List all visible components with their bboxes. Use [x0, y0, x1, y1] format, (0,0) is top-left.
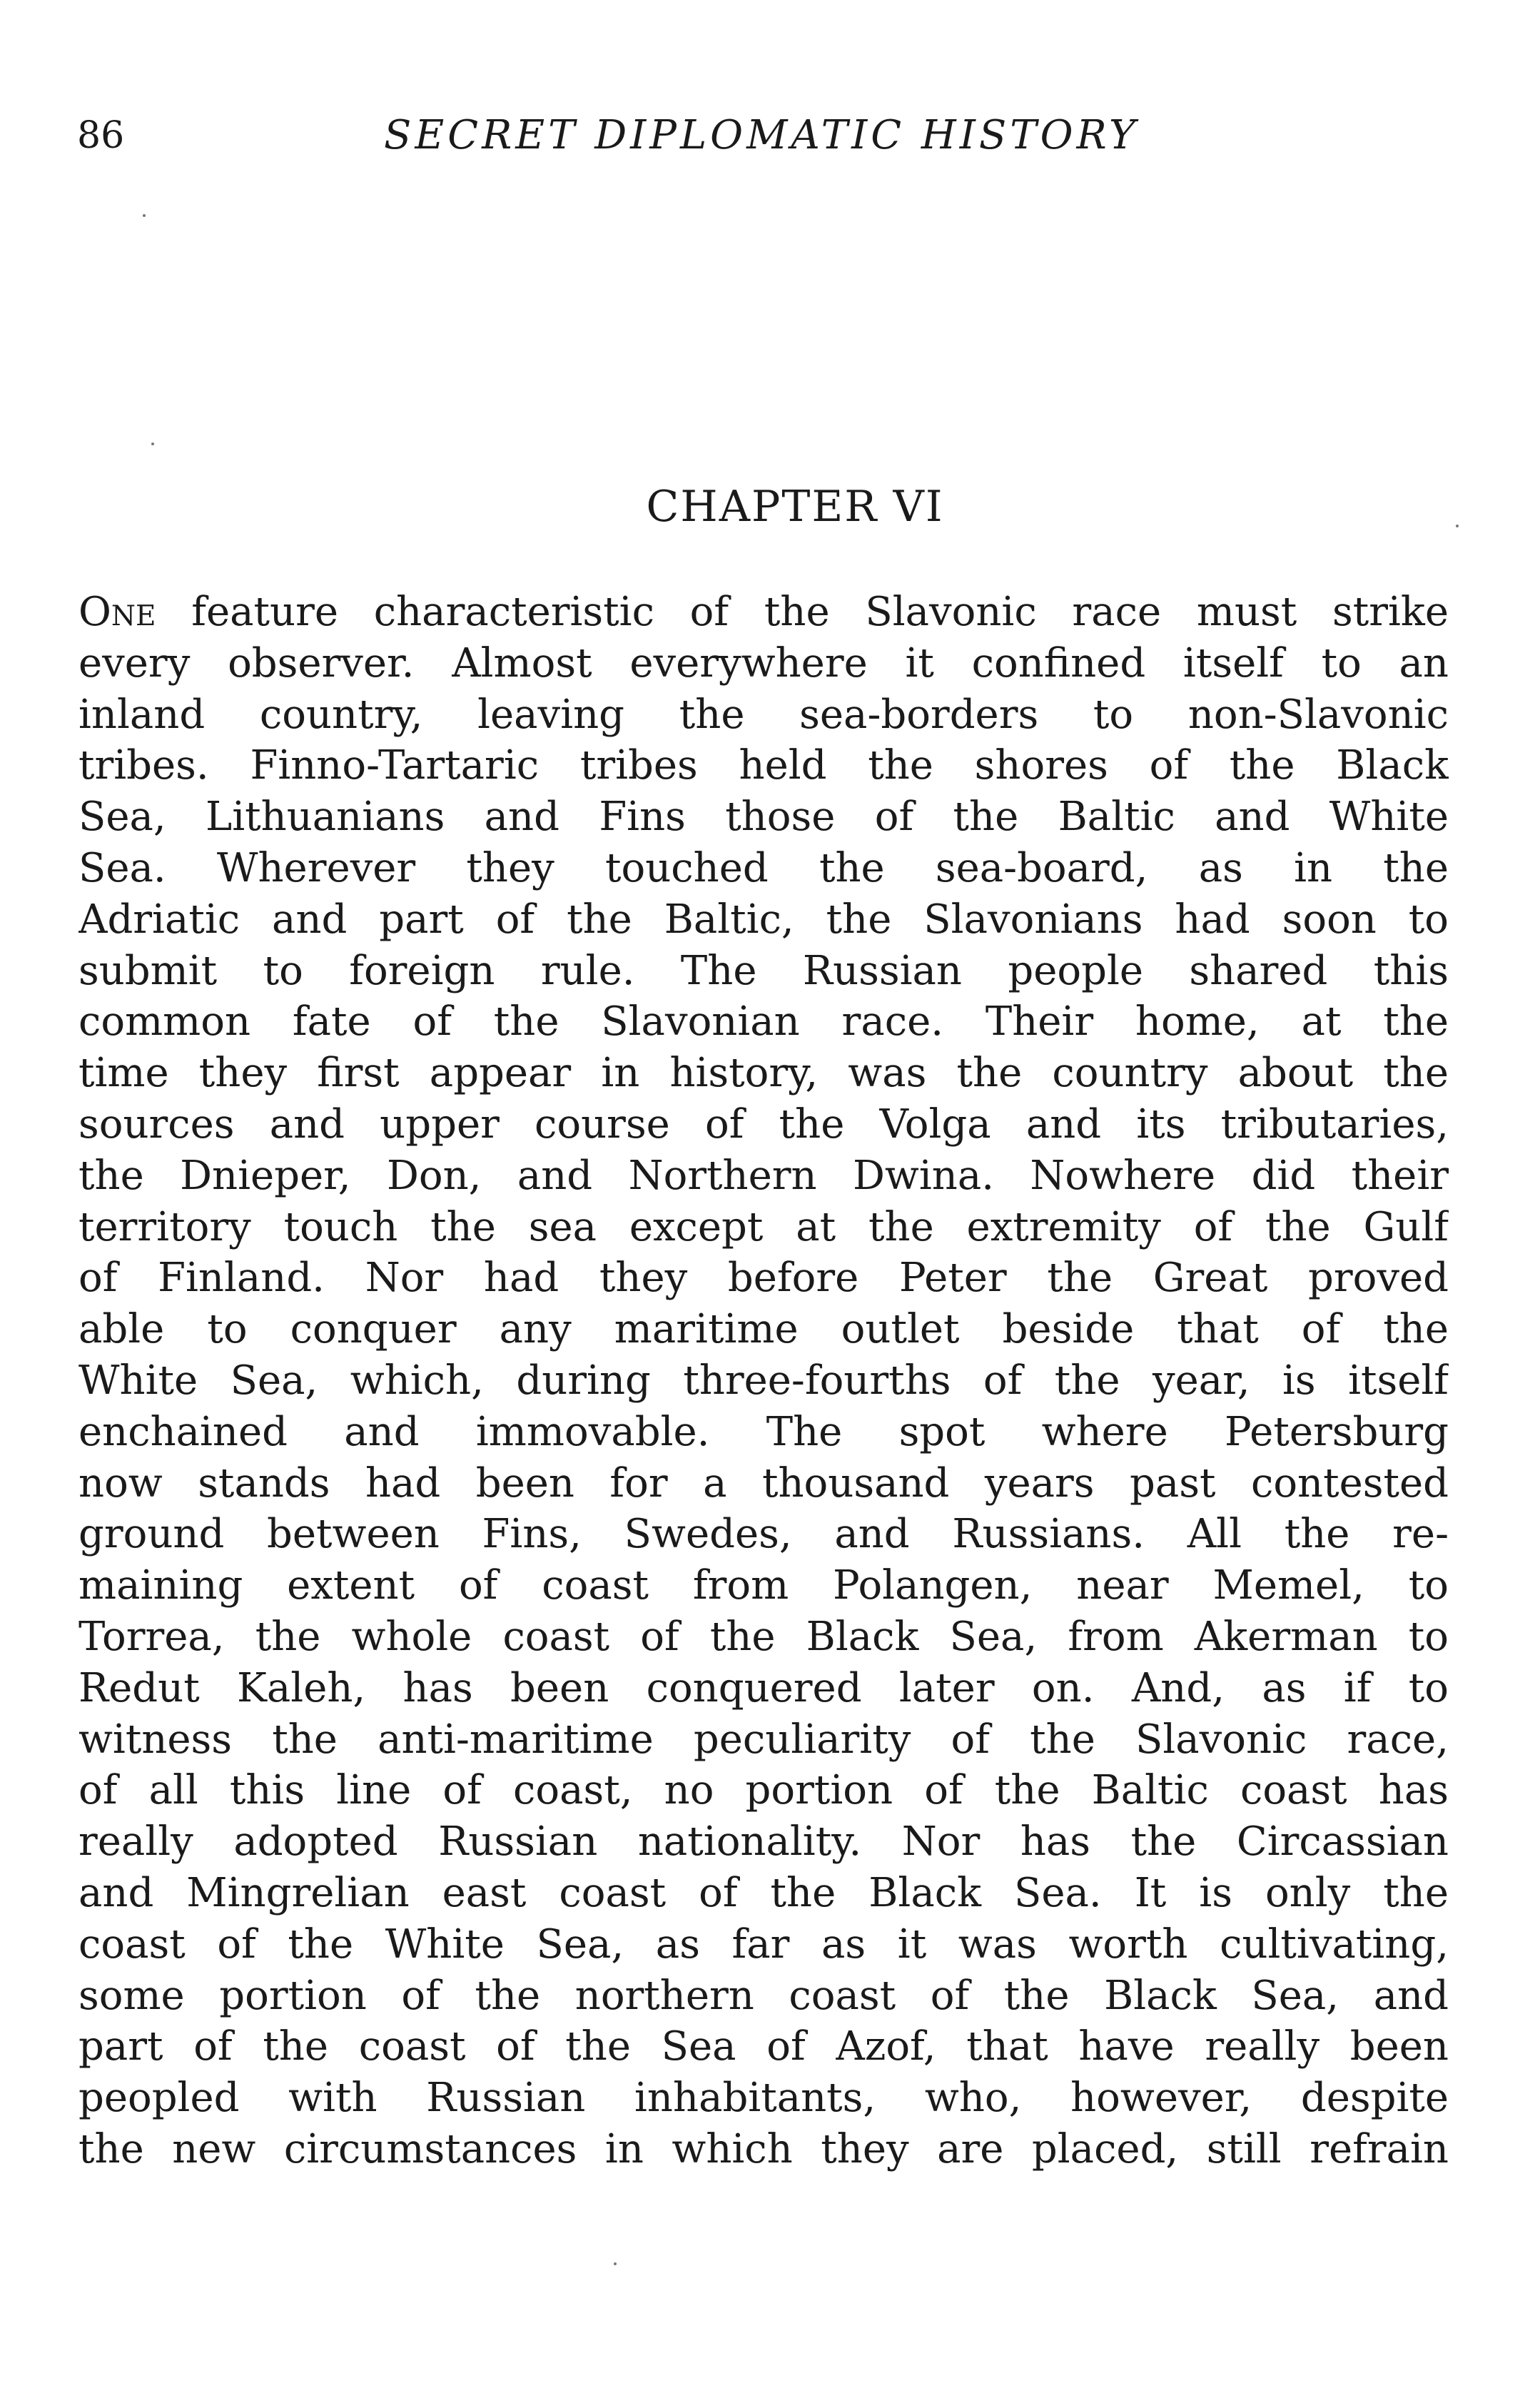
text-line: now stands had been for a thousand years past contested	[78, 1459, 1449, 1507]
text-line: part of the coast of the Sea of Azof, that have really been	[78, 2023, 1449, 2070]
text-line: coast of the White Sea, as far as it was worth cultivating,	[78, 1921, 1449, 1968]
paper-speck	[143, 214, 146, 217]
paper-speck	[1456, 525, 1459, 527]
text-line: Sea, Lithuanians and Fins those of the Baltic and White	[78, 794, 1449, 841]
running-head	[77, 107, 1447, 164]
text-line: the new circumstances in which they are placed, still refrain	[78, 2125, 1449, 2172]
text-line: some portion of the northern coast of the Black Sea, and	[78, 1972, 1449, 2019]
text-line: ground between Fins, Swedes, and Russians. All the re-	[78, 1511, 1449, 1558]
chapter-heading: CHAPTER VI	[646, 482, 944, 532]
lead-word: One	[78, 589, 156, 635]
text-line: Sea. Wherever they touched the sea-board, as in the	[78, 844, 1449, 891]
running-title: SECRET DIPLOMATIC HISTORY	[384, 112, 1139, 158]
text-line: Torrea, the whole coast of the Black Sea, from Akerman to	[78, 1613, 1449, 1660]
text-line: the Dnieper, Don, and Northern Dwina. Nowhere did their	[78, 1152, 1449, 1199]
body-paragraph	[78, 587, 1449, 2175]
text-line: common fate of the Slavonian race. Their home, at the	[78, 998, 1449, 1046]
page-number: 86	[77, 114, 125, 157]
paper-speck	[151, 442, 154, 445]
text-line: White Sea, which, during three-fourths of the year, is itself	[78, 1357, 1449, 1404]
text-line: every observer. Almost everywhere it confined itself to an	[78, 639, 1449, 687]
text-line: tribes. Finno-Tartaric tribes held the shores of the Black	[78, 742, 1449, 789]
paper-speck	[614, 2262, 617, 2265]
text-line: of Finland. Nor had they before Peter the Great proved	[78, 1255, 1449, 1302]
text-line: sources and upper course of the Volga and its tributaries,	[78, 1101, 1449, 1148]
text-line: Adriatic and part of the Baltic, the Slavonians had soon to	[78, 896, 1449, 943]
text-line: maining extent of coast from Polangen, near Memel, to	[78, 1562, 1449, 1609]
text-line: inland country, leaving the sea-borders to non-Slavonic	[78, 691, 1449, 738]
text-line: submit to foreign rule. The Russian people shared this	[78, 947, 1449, 994]
text-line: really adopted Russian nationality. Nor has the Circassian	[78, 1818, 1449, 1866]
text-line: witness the anti-maritime peculiarity of the Slavonic race,	[78, 1716, 1449, 1763]
text-line: of all this line of coast, no portion of the Baltic coast has	[78, 1767, 1449, 1814]
text-line: enchained and immovable. The spot where Petersburg	[78, 1408, 1449, 1455]
text-line	[78, 587, 1449, 638]
text-line: and Mingrelian east coast of the Black Sea. It is only the	[78, 1869, 1449, 1916]
text-line: territory touch the sea except at the extremity of the Gulf	[78, 1203, 1449, 1250]
text-line: Redut Kaleh, has been conquered later on. And, as if to	[78, 1664, 1449, 1711]
text-line: peopled with Russian inhabitants, who, however, despite	[78, 2075, 1449, 2122]
text-line-rest: feature characteristic of the Slavonic race must strike	[156, 589, 1449, 635]
text-line: able to conquer any maritime outlet beside that of the	[78, 1306, 1449, 1353]
text-line: time they first appear in history, was the country about the	[78, 1050, 1449, 1097]
